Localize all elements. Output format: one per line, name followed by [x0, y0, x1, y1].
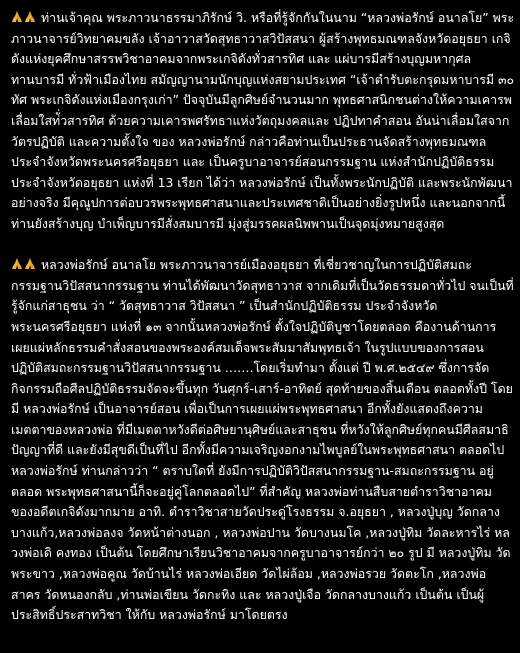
folded-hands-icon [11, 257, 23, 270]
folded-hands-icon [24, 10, 36, 23]
post-paragraph-1 [11, 8, 515, 235]
paragraph-text: ท่านเจ้าคุณ พระภาวนาธรรมาภิรักษ์ วิ. หรือที่รู้จักกันในนาม “หลวงพ่อรักษ์ อนาลโย” พระภาวนาจารย์วิทยาคมขลัง เจ้าอาวาสวัดสุทธาวาสวิปัสสนา ผู้สร้างพุทธมณฑลจังหวัดอยุธยา เกจิดังแห่งยุคศึกษาสรรพวิชาอาคมจากพระเกจิดังทั่วสารทิศ และ แผ่บารมีสร้างบุญมหากุศลทานบารมี ทั่วฟ้าเมืองไทย สมัญญานามนักบุญแห่งสยามประเทศ “เจ้าตำรับตะกรุดมหาบารมี ๓๐ ทัศ พระเกจิดังแห่งเมืองกรุงเก่า” ปัจจุบันมีลูกศิษย์จำนวนมาก พุทธศาสนิกชนต่างให้ความเคารพเลื่อมใสท่ั่วสารทิศ ด้วยความเคารพศรัทธาแห่งวัตถุมงคลและ ปฏิปทาคำสอน อันน่าเลื่อมใสจากวัตรปฏิบัติ และความตั้งใจ ของ หลวงพ่อรักษ์ กล่าวคือท่านเป็นประธานจัดสร้างพุทธมณฑลประจำจังหวัดพระนครศรีอยุธยา และ เป็นครูบาอาจารย์สอนกรรมฐาน แห่งสำนักปฏิบัติธรรมประจำจังหวัดอยุธยา แห่งที่ 13 เรียก ได้ว่า หลวงพ่อรักษ์ เป็นทั้งพระนักปฏิบัติ และพระนักพัฒนาอย่างจริง มีคุณูปการต่อบวรพระพุทธศาสนาและประเทศชาติเป็นอย่างยิ่งรูปหนึ่ง และนอกจากนี้ ท่านยังสร้างบุญ บำเพ็ญบารมีสั่งสมบารมี มุ่งสู่มรรคผลนิพพานเป็นจุดมุ่งหมายสูงสุด [11, 10, 515, 231]
folded-hands-icon [11, 10, 23, 23]
paragraph-text: หลวงพ่อรักษ์ อนาลโย พระภาวนาจารย์เมืองอยุธยา ที่เชี่ยวชาญในการปฏิบัติสมถะกรรมฐานวิปัสสนากรรมฐาน ท่านได้พัฒนาวัดสุทธาวาส จากเดิมที่เป็นวัดธรรมดาทั่วไป จนเป็นที่รู้จักแก่สาธุชน ว่า “ วัดสุทธาวาส วิปัสสนา ” เป็นสำนักปฏิบัติธรรม ประจำจังหวัดพระนครศรีอยุธยา แห่งที่ ๑๓ จากนั้นหลวงพ่อรักษ์ ตั้งใจปฏิบัติบูชาโดยตลอด คืองานด้านการเผยแผ่หลักธรรมคำสั่งสอนของพระองค์สมเด็จพระสัมมาสัมพุทธเจ้า ในรูปแบบของการสอนปฏิบัติสมถะกรรมฐานวิปัสสนากรรมฐาน …….โดยเริ่มทำมา ตั้งแต่ ปี พ.ศ.๒๕๔๙ ซึ่งการจัดกิจกรรมถือศีลปฏิบัติธรรมจัดจะขึ้นทุก วันศุกร์-เสาร์-อาทิตย์ สุดท้ายของสิ้นเดือน ตลอดทั้งปี โดยมี หลวงพ่อรักษ์ เป็นอาจารย์สอน เพื่อเป็นการเผยแผ่พระพุทธศาสนา อีกทั้งยังแสดงถึงความเมตตาของหลวงพ่อ ที่มีเมตตาหวังดีต่อศิษยานุศิษย์และสาธุชน ที่หวังให้ลูกศิษย์ทุกคนมีศีลสมาธิปัญญาที่ดี และยังมีสุขดีเป็นที่ไป อีกทั้งมีความเจริญงอกงามไพบูลย์ในพระพุทธศาสนา ตลอดไป หลวงพ่อรักษ์ ท่านกล่าวว่า “ ตราบใดที่ ยังมีการปฏิบัติวิปัสสนากรรมฐาน-สมถะกรรมฐาน อยู่ตลอด พระพุทธศาสนานี้ก็จะอยู่คู่โลกตลอดไป” ที่สำคัญ หลวงพ่อท่านสืบสายตำราวิชาอาคม ของอดีตเกจิดังมากมาย อาทิ. ตำราวิชาสายวัดประดู่โรงธรรม จ.อยุธยา , หลวงปู่บุญ วัดกลางบางแก้ว,หลวงพ่อลงจ วัดหน้าต่างนอก , หลวงพ่อปาน วัดบางนมโค ,หลวงปู่ทิม วัดละหารไร่ หลวงพ่อเดิ คงทอง เป็นต้น โดยศึกษาเรียนวิชาอาคมจากครูบาอาจารย์กว่า ๒๐ รูป มี หลวงปู่ทิม วัดพระขาว ,หลวงพ่อคูณ วัดบ้านไร่ หลวงพ่อเอียด วัดไผ่ล้อม ,หลวงพ่อรวย วัดตะโก ,หลวงพ่อสาคร วัดหนองกลับ ,ท่านพ่อเขียน วัดกะทิง และ หลวงปู่เจือ วัดกลางบางแก้ว เป็นต้น เป็นผู้ประสิทธิ์ประสาทวิชา ให้กับ หลวงพ่อรักษ์ มาโดยตรง [11, 257, 514, 623]
post-paragraph-2 [11, 255, 515, 626]
post-body [11, 8, 515, 626]
folded-hands-icon [24, 257, 36, 270]
